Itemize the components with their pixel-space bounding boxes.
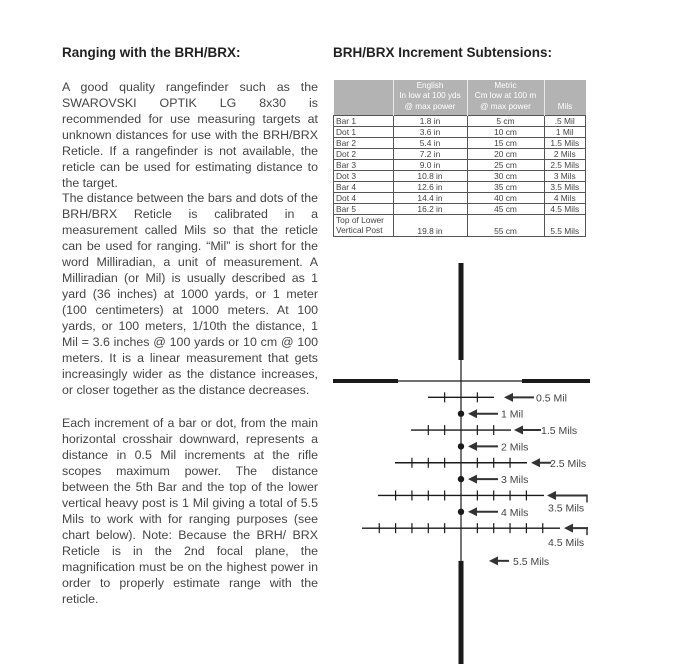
- mil-label: 3.5 Mils: [548, 502, 585, 515]
- table-row: Dot 3 10.8 in 30 cm 3 Mils: [334, 170, 586, 181]
- mil-label: 5.5 Mils: [513, 555, 550, 568]
- reticle-dot: [458, 443, 464, 449]
- label-arrow-head: [468, 442, 477, 451]
- mil-label: 3 Mils: [501, 474, 529, 487]
- mil-label: 4.5 Mils: [548, 537, 585, 550]
- mil-label: 1.5 Mils: [541, 425, 578, 438]
- reticle-dot: [458, 411, 464, 417]
- table-row: Dot 4 14.4 in 40 cm 4 Mils: [334, 192, 586, 203]
- reticle-dot: [458, 476, 464, 482]
- table-row: Bar 2 5.4 in 15 cm 1.5 Mils: [334, 137, 586, 148]
- mil-label: 2.5 Mils: [550, 457, 587, 470]
- label-arrow-head: [468, 409, 477, 418]
- header-cell-english: English In low at 100 yds @ max power: [393, 80, 467, 115]
- table-row: Bar 1 1.8 in 5 cm .5 Mil: [334, 115, 586, 126]
- table-row: Bar 4 12.6 in 35 cm 3.5 Mils: [334, 181, 586, 192]
- paragraph-milliradian: The distance between the bars and dots of the BRH/BRX Reticle is calibrated in a measurement called Mils so that the reticle can be used for ranging. “Mil” is short for the word Milliradian, a unit of measurement. A Milliradian (or Mil) is usually described as 1 yard (36 inches) at 1000 yards, or 1 meter (100 centimeters) at 1000 meters. At 100 yards, or 100 meters, 1/10th the distance, 1 Mil = 3.6 inches @ 100 yards or 10 cm @ 100 meters. It is a linear measurement that gets increasingly wider as the distance increases, or closer together as the distance decreases.: [62, 191, 318, 397]
- paragraph-rangefinder: A good quality rangefinder such as the SWAROVSKI OPTIK LG 8x30 is recommended for use measuring targets at unknown distances for use with the BRH/BRX Reticle. If a rangefinder is not available, the reticle can be used for estimating distance to the target.: [62, 80, 318, 190]
- section-title-subtensions: BRH/BRX Increment Subtensions:: [333, 45, 553, 60]
- table-row: Dot 2 7.2 in 20 cm 2 Mils: [334, 148, 586, 159]
- label-arrow-head: [564, 524, 573, 533]
- table-row: Dot 1 3.6 in 10 cm 1 Mil: [334, 126, 586, 137]
- table-row-lower-post: Top of Lower Vertical Post 19.8 in 55 cm 5.5 Mils: [334, 214, 586, 236]
- section-title-ranging: Ranging with the BRH/BRX:: [62, 45, 241, 60]
- mil-label: 1 Mil: [501, 408, 524, 421]
- label-arrow-head: [514, 426, 523, 435]
- label-arrow-head: [468, 507, 477, 516]
- header-cell-metric: Metric Cm low at 100 m @ max power: [467, 80, 544, 115]
- header-cell-mils: Mils: [544, 80, 586, 115]
- label-arrow-head: [489, 556, 498, 565]
- mil-label: 0.5 Mil: [536, 392, 567, 405]
- reticle-dot: [458, 509, 464, 515]
- table-row: Bar 5 16.2 in 45 cm 4.5 Mils: [334, 203, 586, 214]
- mil-label: 4 Mils: [501, 506, 529, 519]
- label-arrow-head: [531, 458, 540, 467]
- paragraph-increments: Each increment of a bar or dot, from the main horizontal crosshair downward, represents a distance in 0.5 Mil increments at the rifle scopes maximum power. The distance between the 5th Bar and the top of the lower vertical heavy post is 1 Mil giving a total of 5.5 Mils to work with for ranging purposes (see chart below). Note: Because the BRH/ BRX Reticle is in the 2nd focal plane, the magnification must be on the highest power in order to properly estimate range with the reticle.: [62, 416, 318, 606]
- label-arrow-head: [547, 491, 556, 500]
- mil-label: 2 Mils: [501, 441, 529, 454]
- label-arrow-head: [468, 475, 477, 484]
- table-row: Bar 3 9.0 in 25 cm 2.5 Mils: [334, 159, 586, 170]
- label-arrow-head: [504, 393, 513, 402]
